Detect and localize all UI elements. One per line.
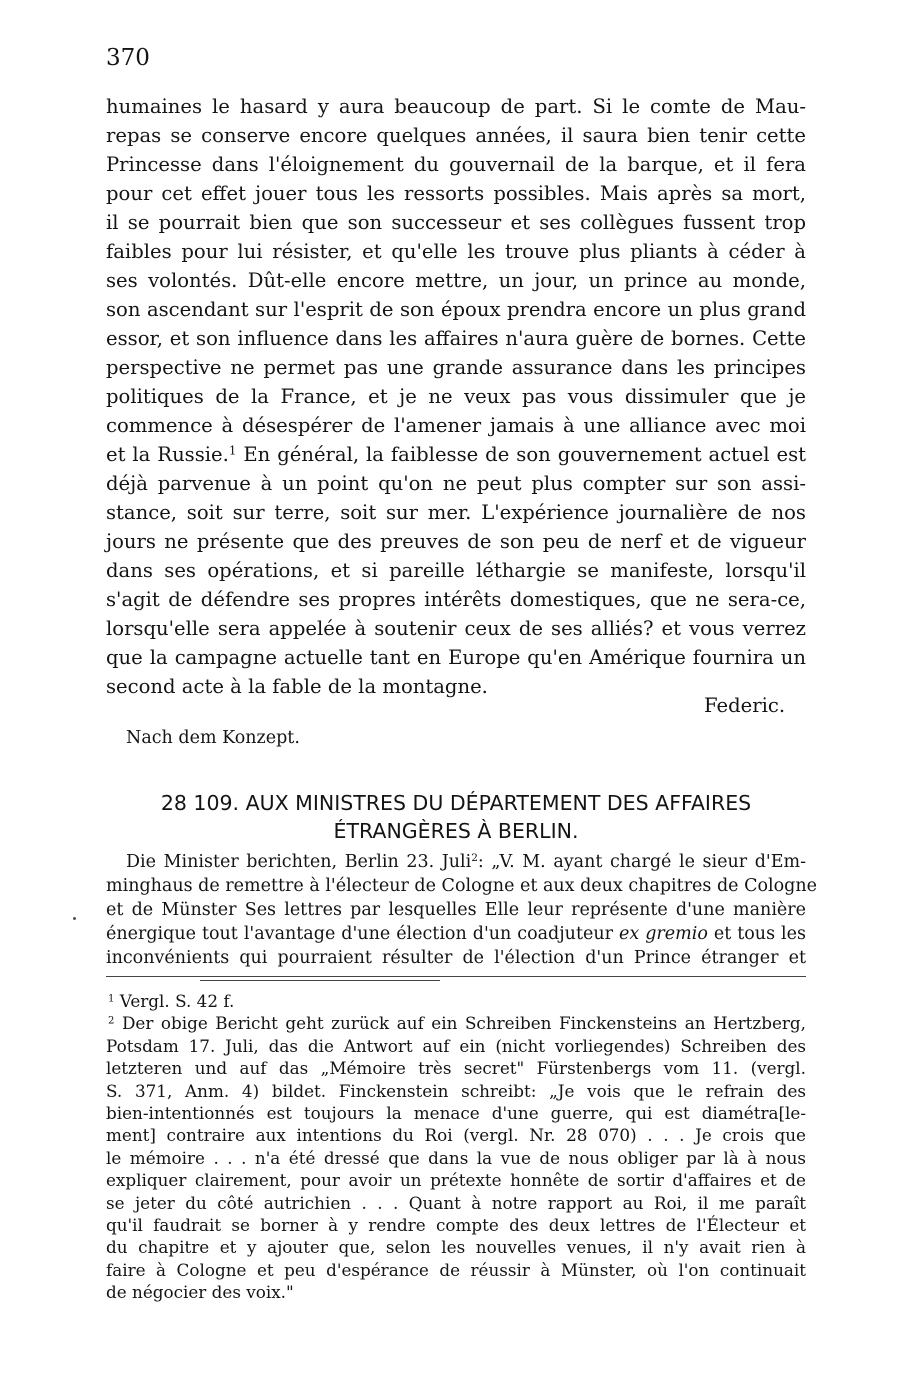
section-heading: 28 109. AUX MINISTRES DU DÉPARTEMENT DES AFFAIRES (160, 791, 752, 815)
letter-line: que la campagne actuelle tant en Europe qu'en Amérique fournira un (106, 646, 806, 669)
letter-line: essor, et son influence dans les affaires n'aura guère de bornes. Cette (106, 327, 806, 350)
signature: Federic. (704, 694, 786, 717)
report-line-part: et tous les (707, 924, 806, 944)
letter-line-part: En général, la faiblesse de son gouvernement actuel est (236, 443, 806, 466)
report-line-part: : „V. M. ayant chargé le sieur d'Em- (477, 852, 806, 872)
footnote-2-line: ment] contraire aux intentions du Roi (vergl. Nr. 28 070) . . . Je crois que (106, 1125, 806, 1146)
letter-line: stance, soit sur terre, soit sur mer. L'expérience journalière de nos (106, 501, 806, 524)
letter-line: humaines le hasard y aura beaucoup de part. Si le comte de Mau- (106, 95, 806, 118)
footnote-2-line: du chapitre et y ajouter que, selon les nouvelles venues, il n'y avait rien à (106, 1237, 806, 1258)
footnote-2-line: le mémoire . . . n'a été dressé que dans la vue de nous obliger par là à nous (106, 1147, 806, 1168)
letter-line-part: et la Russie. (106, 443, 229, 466)
letter-line: Princesse dans l'éloignement du gouvernail de la barque, et il fera (106, 153, 806, 176)
footnote-2-line: qu'il faudrait se borner à y rendre compte des deux lettres de l'Électeur et (106, 1214, 806, 1235)
letter-line: politiques de la France, et je ne veux pas vous dissimuler que je (106, 385, 806, 408)
section-heading-continued: ÉTRANGÈRES À BERLIN. (333, 819, 579, 843)
footnote-2-line: Potsdam 17. Juli, das die Antwort auf ein (nicht vorliegendes) Schreiben des (106, 1035, 806, 1056)
letter-line: jours ne présente que des preuves de son peu de nerf et de vigueur (106, 530, 806, 553)
letter-line: perspective ne permet pas une grande assurance dans les principes (106, 356, 806, 379)
letter-line: son ascendant sur l'esprit de son époux prendra encore un plus grand (106, 298, 806, 321)
letter-line: pour cet effet jouer tous les ressorts possibles. Mais après sa mort, (106, 182, 806, 205)
report-line: inconvénients qui pourraient résulter de l'élection d'un Prince étranger et (106, 948, 806, 968)
footnote-2-line: de négocier des voix." (106, 1282, 294, 1303)
source-note: Nach dem Konzept. (126, 728, 300, 748)
footnote-separator (106, 976, 806, 977)
margin-speck (73, 917, 76, 920)
letter-line (106, 440, 806, 469)
letter-line: faibles pour lui résister, et qu'elle les trouve plus pliants à céder à (106, 240, 806, 263)
footnote-2-line: S. 371, Anm. 4) bildet. Finckenstein schreibt: „Je vois que le refrain des (106, 1080, 806, 1101)
page-number: 370 (106, 45, 150, 71)
letter-line: il se pourrait bien que son successeur et ses collègues fussent trop (106, 211, 806, 234)
report-paragraph (106, 850, 817, 970)
letter-body (106, 92, 806, 701)
footnote-marker-1: 1 (228, 443, 237, 458)
footnote-1 (106, 990, 806, 1012)
footnote-2-line: se jeter du côté autrichien . . . Quant à notre rapport au Roi, il me paraît (106, 1192, 806, 1213)
footnote-separator-short (200, 980, 440, 981)
report-line: minghaus de remettre à l'électeur de Cologne et aux deux chapitres de Cologne (106, 876, 817, 896)
footnote-2-line: bien-intentionnés est toujours la menace d'une guerre, qui est diamétra[le- (106, 1102, 806, 1123)
report-line-part: énergique tout l'avantage d'une élection d'un coadjuteur (106, 924, 619, 944)
letter-line: s'agit de défendre ses propres intérêts domestiques, que ne sera-ce, (106, 588, 806, 611)
footnotes (106, 990, 806, 1303)
letter-line: déjà parvenue à un point qu'on ne peut plus compter sur son assi- (106, 472, 806, 495)
report-line-part: Die Minister berichten, Berlin 23. Juli (126, 852, 472, 872)
italic-term: ex gremio (618, 924, 708, 944)
letter-line: lorsqu'elle sera appelée à soutenir ceux de ses alliés? et vous verrez (106, 617, 806, 640)
report-line (106, 850, 806, 874)
letter-line: dans ses opérations, et si pareille léthargie se manifeste, lorsqu'il (106, 559, 806, 582)
footnote-text: Der obige Bericht geht zurück auf ein Schreiben Finckensteins an Hertzberg, (121, 1013, 806, 1034)
footnote-2-line: letzteren und auf das „Mémoire très secret" Fürstenbergs vom 11. (vergl. (106, 1058, 806, 1079)
report-line: et de Münster Ses lettres par lesquelles Elle leur représente d'une manière (106, 900, 806, 920)
letter-line: second acte à la fable de la montagne. (106, 675, 488, 698)
footnote-2-line (106, 1012, 806, 1034)
letter-line: commence à désespérer de l'amener jamais à une alliance avec moi (106, 414, 806, 437)
footnote-number: 1 (108, 993, 115, 1005)
footnote-number: 2 (108, 1015, 115, 1027)
footnote-marker-2: 2 (471, 852, 478, 865)
footnote-text: Vergl. S. 42 f. (119, 991, 235, 1011)
letter-line: ses volontés. Dût-elle encore mettre, un jour, un prince au monde, (106, 269, 806, 292)
footnote-2-line: expliquer clairement, pour avoir un prétexte honnête de sortir d'affaires et de (106, 1170, 806, 1191)
letter-line: repas se conserve encore quelques années, il saura bien tenir cette (106, 124, 806, 147)
report-line (106, 922, 806, 946)
footnote-2-line: faire à Cologne et peu d'espérance de réussir à Münster, où l'on continuait (106, 1259, 806, 1280)
